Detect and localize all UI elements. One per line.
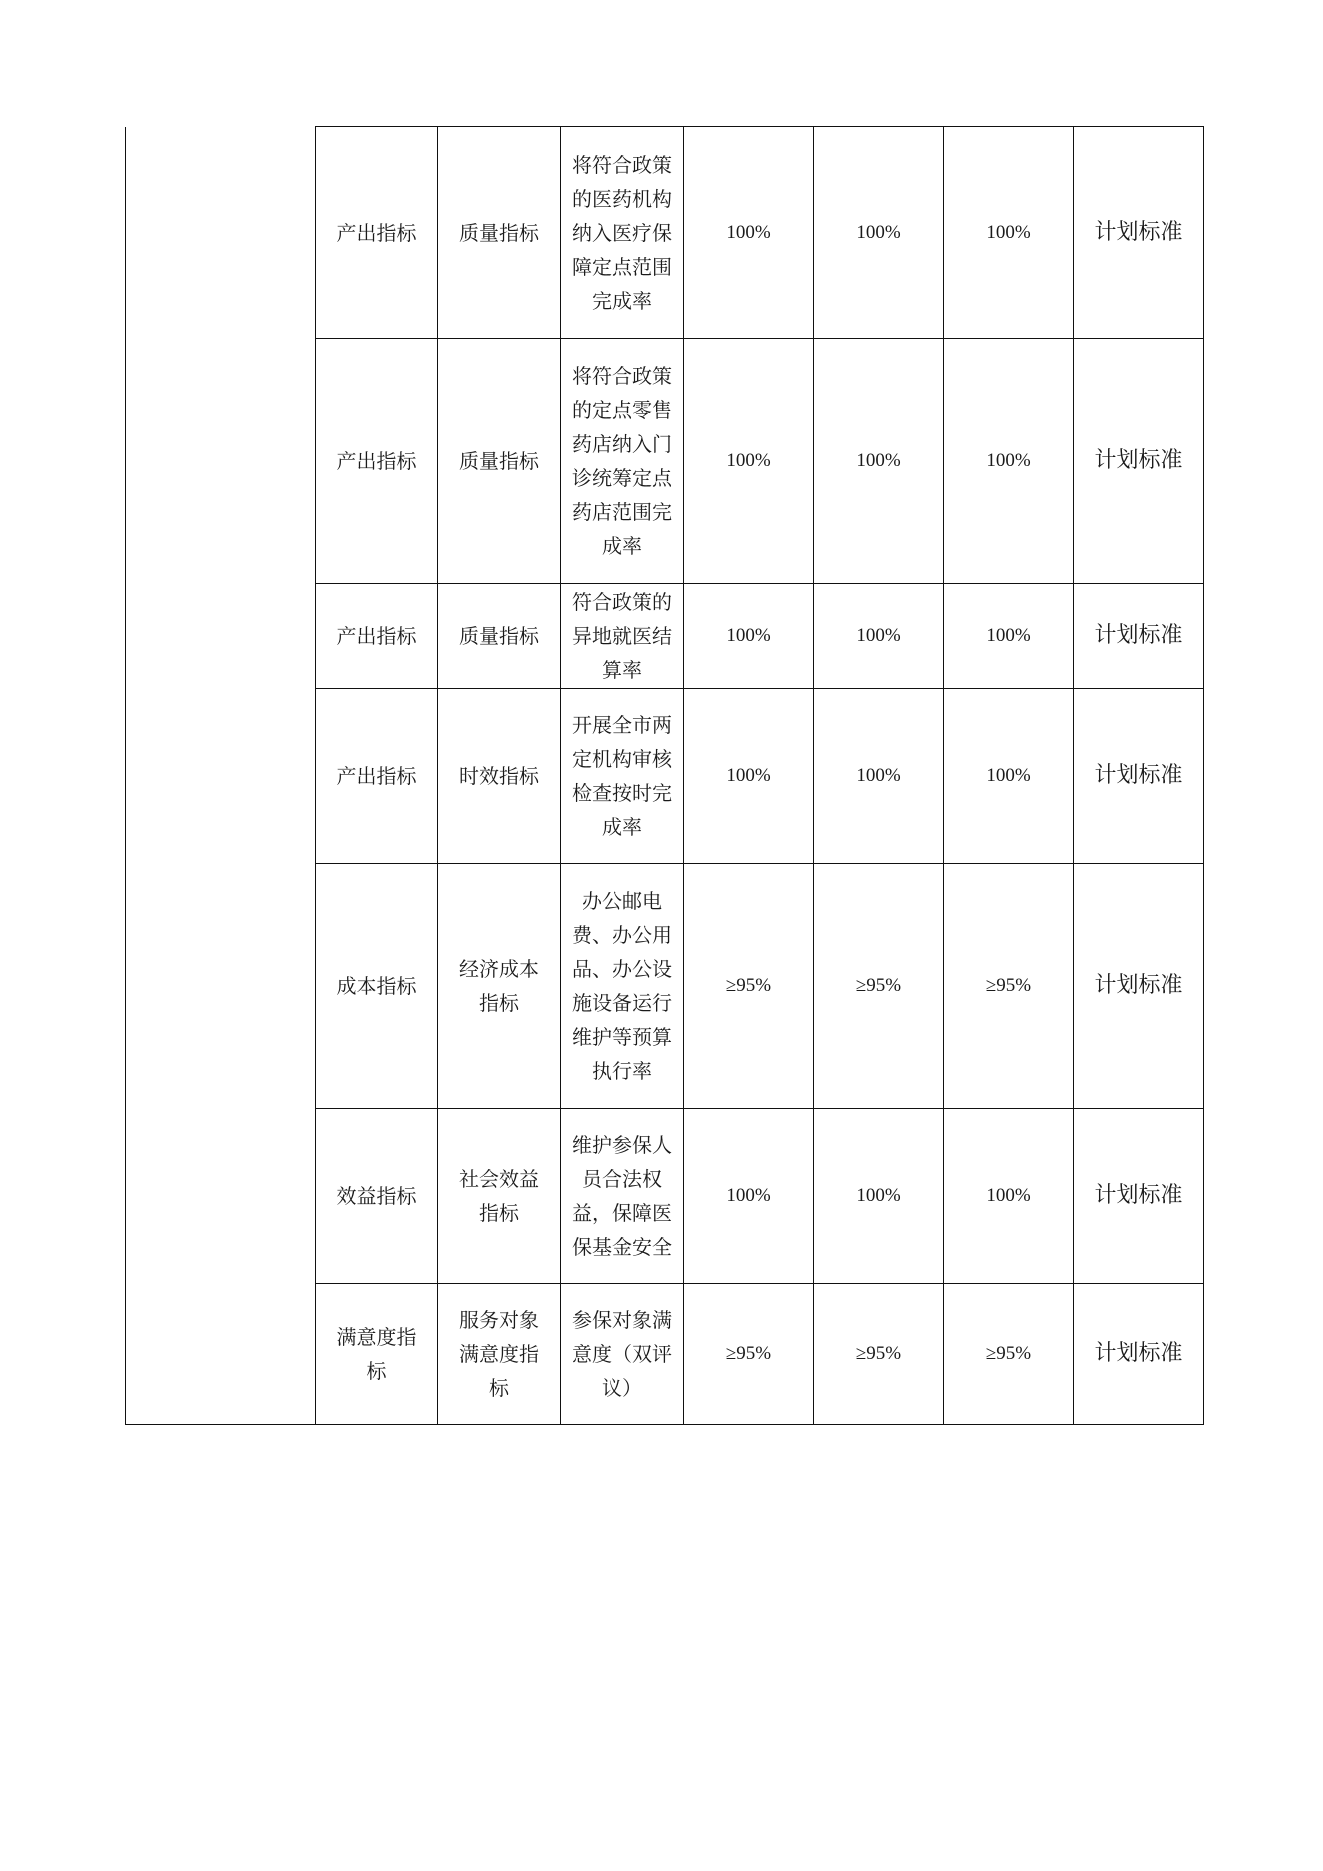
value-cell-3: ≥95%	[944, 1284, 1074, 1425]
indicator-name-cell	[561, 1284, 684, 1425]
level1-indicator-cell: 成本指标	[316, 864, 438, 1109]
basis-cell: 计划标准	[1074, 339, 1204, 584]
value-cell-3: ≥95%	[944, 864, 1074, 1109]
indicator-name-cell	[561, 339, 684, 584]
basis-cell: 计划标准	[1074, 1284, 1204, 1425]
value-cell-2: 100%	[814, 584, 944, 689]
indicator-name-text: 符合政策的异地就医结算率	[572, 590, 672, 682]
level1-indicator-cell: 效益指标	[316, 1109, 438, 1284]
level1-indicator-cell: 产出指标	[316, 584, 438, 689]
level1-indicator-cell	[316, 1284, 438, 1425]
value-cell-1: ≥95%	[684, 864, 814, 1109]
indicator-name-cell	[561, 864, 684, 1109]
value-cell-3: 100%	[944, 127, 1074, 339]
value-cell-2: 100%	[814, 127, 944, 339]
indicator-name-text: 办公邮电费、办公用品、办公设施设备运行维护等预算执行率	[572, 889, 672, 1083]
level1-indicator-cell: 产出指标	[316, 127, 438, 339]
value-cell-2: 100%	[814, 689, 944, 864]
value-cell-2: ≥95%	[814, 864, 944, 1109]
level2-indicator-text: 服务对象满意度指标	[459, 1308, 539, 1400]
level1-indicator-cell: 产出指标	[316, 689, 438, 864]
merged-project-cell	[126, 127, 316, 1425]
indicator-name-cell	[561, 689, 684, 864]
indicator-name-text: 维护参保人员合法权益，保障医保基金安全	[572, 1133, 672, 1259]
value-cell-3: 100%	[944, 339, 1074, 584]
value-cell-1: 100%	[684, 339, 814, 584]
level2-indicator-cell: 质量指标	[438, 127, 561, 339]
value-cell-1: 100%	[684, 127, 814, 339]
basis-cell: 计划标准	[1074, 584, 1204, 689]
value-cell-3: 100%	[944, 689, 1074, 864]
value-cell-3: 100%	[944, 584, 1074, 689]
basis-cell: 计划标准	[1074, 1109, 1204, 1284]
basis-cell: 计划标准	[1074, 127, 1204, 339]
indicator-name-text: 参保对象满意度（双评议）	[572, 1308, 672, 1400]
value-cell-1: 100%	[684, 1109, 814, 1284]
indicator-name-cell	[561, 1109, 684, 1284]
level2-indicator-text: 经济成本指标	[459, 957, 539, 1015]
level2-indicator-cell	[438, 1109, 561, 1284]
level2-indicator-cell: 质量指标	[438, 339, 561, 584]
value-cell-1: 100%	[684, 584, 814, 689]
level2-indicator-cell	[438, 1284, 561, 1425]
value-cell-1: ≥95%	[684, 1284, 814, 1425]
level2-indicator-text: 社会效益指标	[459, 1167, 539, 1225]
level2-indicator-cell: 质量指标	[438, 584, 561, 689]
indicator-name-text: 开展全市两定机构审核检查按时完成率	[572, 713, 672, 839]
indicator-name-cell	[561, 127, 684, 339]
table-row	[126, 127, 1204, 339]
level1-indicator-cell: 产出指标	[316, 339, 438, 584]
level2-indicator-cell: 时效指标	[438, 689, 561, 864]
indicator-name-cell	[561, 584, 684, 689]
value-cell-2: 100%	[814, 1109, 944, 1284]
performance-indicator-table	[125, 126, 1204, 1425]
basis-cell: 计划标准	[1074, 689, 1204, 864]
value-cell-2: 100%	[814, 339, 944, 584]
value-cell-2: ≥95%	[814, 1284, 944, 1425]
basis-cell: 计划标准	[1074, 864, 1204, 1109]
level1-indicator-text: 满意度指标	[336, 1325, 417, 1383]
value-cell-1: 100%	[684, 689, 814, 864]
level2-indicator-cell	[438, 864, 561, 1109]
indicator-name-text: 将符合政策的医药机构纳入医疗保障定点范围完成率	[572, 152, 672, 313]
indicator-name-text: 将符合政策的定点零售药店纳入门诊统筹定点药店范围完成率	[572, 364, 672, 558]
value-cell-3: 100%	[944, 1109, 1074, 1284]
